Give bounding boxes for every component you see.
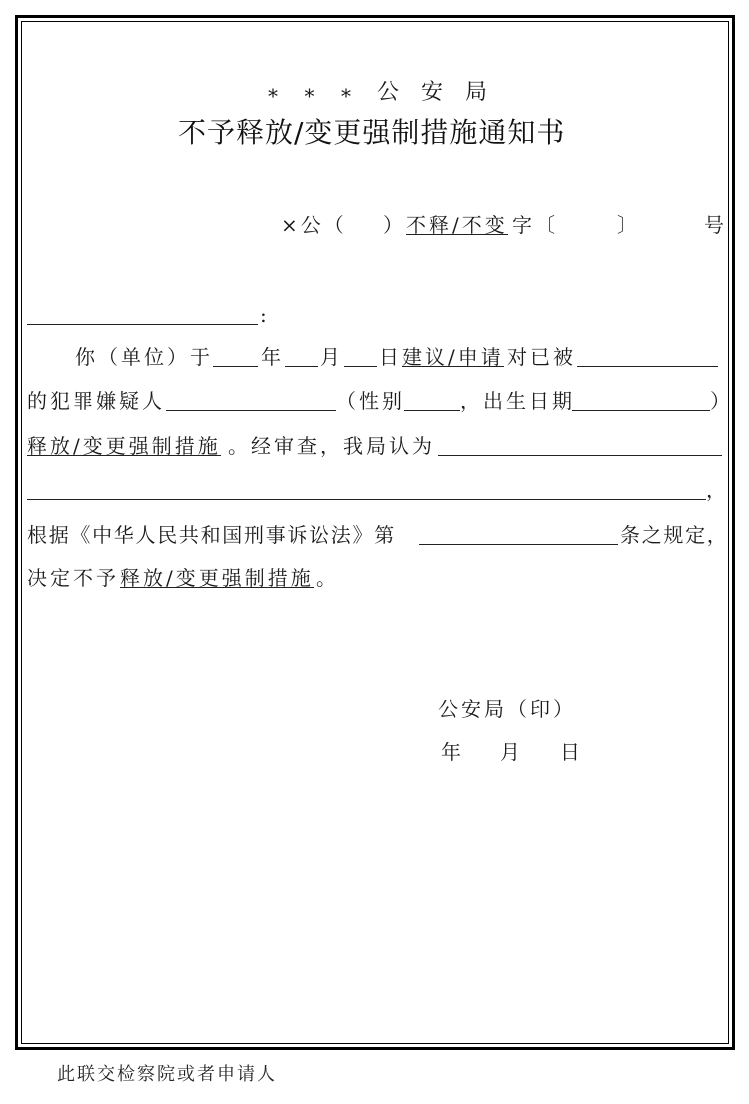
- body-line-3: [0, 434, 749, 458]
- doc-number-bracket-close: 〕: [617, 213, 640, 237]
- doc-number-prefix: ×公（: [281, 213, 347, 237]
- body-line-3-tail: 。经审查，我局认为: [228, 434, 435, 458]
- date-year-blank: [213, 345, 258, 367]
- body-line-1-tail: 对已被: [507, 345, 576, 369]
- document-number-line: [0, 213, 749, 237]
- suspect-label: 的犯罪嫌疑人: [27, 389, 165, 413]
- date-day-blank: [344, 345, 377, 367]
- doc-number-paren-close: ）: [383, 213, 406, 237]
- body-line-4-comma: ，: [706, 478, 729, 502]
- body-line-6: [0, 566, 749, 590]
- decision-end: 。: [316, 566, 339, 590]
- body-line-5-tail: 条之规定，: [620, 523, 729, 547]
- body-line-5: [0, 523, 749, 547]
- decision-lead: 决定不予: [27, 566, 119, 590]
- decision-measure: 释放/变更强制措施: [120, 566, 314, 590]
- legal-basis-label: 根据《中华人民共和国刑事诉讼法》第: [27, 523, 396, 547]
- review-reason-blank-continued: [27, 478, 706, 500]
- body-line-1-lead: 你（单位）于: [75, 345, 213, 369]
- date-day-label: 日: [379, 345, 402, 369]
- request-action: 建议/申请: [402, 345, 504, 369]
- agency-placeholder-mark: ***: [268, 84, 378, 108]
- review-reason-blank: [438, 434, 722, 456]
- date-month-blank: [285, 345, 318, 367]
- requested-measure: 释放/变更强制措施: [27, 434, 221, 458]
- date-year-label: 年: [261, 345, 284, 369]
- issuing-unit-seal: 公安局（印）: [438, 697, 576, 721]
- body-line-2-close: ）: [710, 389, 733, 413]
- date-month-label: 月: [320, 345, 343, 369]
- gender-blank: [404, 389, 460, 411]
- copy-destination-note: 此联交检察院或者申请人: [57, 1064, 277, 1085]
- doc-number-word-char: 字〔: [512, 213, 558, 237]
- signature-day-label: 日: [560, 740, 583, 764]
- signature-year-label: 年: [441, 740, 464, 764]
- birth-date-blank: [572, 389, 710, 411]
- body-line-4: [0, 478, 749, 502]
- recipient-line: [0, 303, 749, 327]
- body-line-2: [0, 389, 749, 413]
- signature-month-label: 月: [500, 740, 523, 764]
- suspect-name-blank: [166, 389, 336, 411]
- current-measure-blank: [577, 345, 718, 367]
- agency-name: 公安局: [377, 80, 510, 105]
- signature-date-line: [0, 740, 749, 764]
- recipient-colon: :: [260, 303, 270, 327]
- doc-number-type-code: 不释/不变: [406, 213, 508, 237]
- legal-article-blank: [419, 523, 618, 545]
- birth-date-label: ，出生日期: [460, 389, 575, 413]
- body-line-1: [0, 345, 749, 369]
- gender-label: （性别: [336, 389, 405, 413]
- document-title: 不予释放/变更强制措施通知书: [178, 116, 566, 149]
- recipient-blank: [27, 303, 258, 325]
- doc-number-suffix: 号: [704, 213, 727, 237]
- signature-line: [0, 697, 749, 721]
